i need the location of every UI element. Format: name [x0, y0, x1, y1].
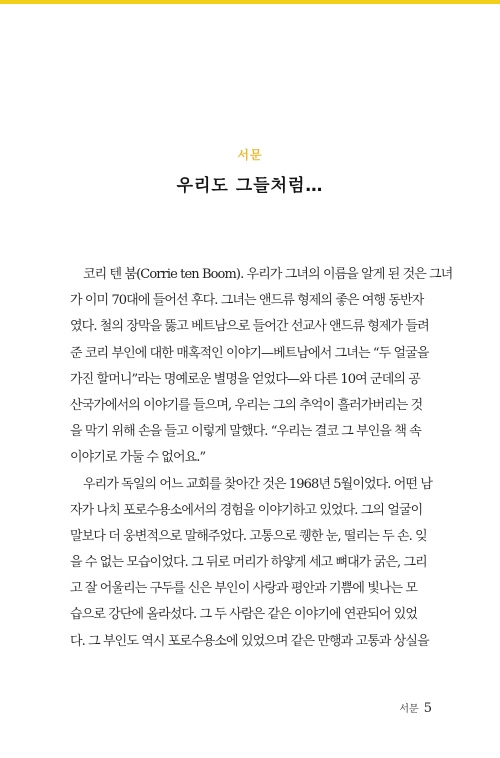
- paragraph-2-line-2: 자가 나치 포로수용소에서의 경험을 이야기하고 있었다. 그의 얼굴이: [70, 502, 423, 518]
- paragraph-2-line-7: 다. 그 부인도 역시 포로수용소에 있었으며 같은 만행과 고통과 상실을: [70, 633, 429, 649]
- paragraph-1-line-7: 을 막기 위해 손을 들고 이렇게 말했다. “우리는 결코 그 부인을 책 속: [70, 424, 421, 440]
- paragraph-1-line-3: 였다. 철의 장막을 뚫고 베트남으로 들어간 선교사 앤드류 형제가 들려: [70, 319, 429, 335]
- paragraph-2-line-3: 말보다 더 웅변적으로 말해주었다. 고통으로 퀭한 눈, 떨리는 두 손. 잊: [70, 528, 427, 544]
- paragraph-1-line-1: 코리 텐 붐(Corrie ten Boom). 우리가 그녀의 이름을 알게 된 것은 그녀: [83, 267, 453, 282]
- paragraph-1-line-8: 이야기로 가둘 수 없어요.”: [70, 450, 206, 466]
- paragraph-2-line-1: 우리가 독일의 어느 교회를 찾아간 것은 1968년 5월이었다. 어떤 남: [83, 476, 432, 492]
- paragraph-1-line-5: 가진 할머니”라는 명예로운 별명을 얻었다—와 다른 10여 군데의 공: [70, 371, 420, 387]
- top-accent-rule: [0, 0, 500, 4]
- paragraph-1-line-2: 가 이미 70대에 들어선 후다. 그녀는 앤드류 형제의 좋은 여행 동반자: [70, 293, 424, 309]
- chapter-title: 우리도 그들처럼…: [176, 176, 324, 196]
- paragraph-2-line-4: 을 수 없는 모습이었다. 그 뒤로 머리가 하얗게 세고 뼈대가 굵은, 그리: [70, 555, 427, 571]
- body-text: [70, 262, 453, 655]
- paragraph-2-line-5: 고 잘 어울리는 구두를 신은 부인이 사랑과 평안과 기쁨에 빛나는 모: [70, 581, 418, 597]
- section-label: 서문: [237, 148, 263, 162]
- running-head: 서문: [399, 704, 419, 715]
- paragraph-2-line-6: 습으로 강단에 올라섰다. 그 두 사람은 같은 이야기에 연관되어 있었: [70, 607, 418, 623]
- page-footer: [300, 700, 432, 716]
- paragraph-1-line-6: 산국가에서의 이야기를 들으며, 우리는 그의 추억이 흘러가버리는 것: [70, 397, 423, 413]
- paragraph-1-line-4: 준 코리 부인에 대한 매혹적인 이야기—베트남에서 그녀는 “두 얼굴을: [70, 345, 429, 361]
- page-number: 5: [423, 701, 432, 716]
